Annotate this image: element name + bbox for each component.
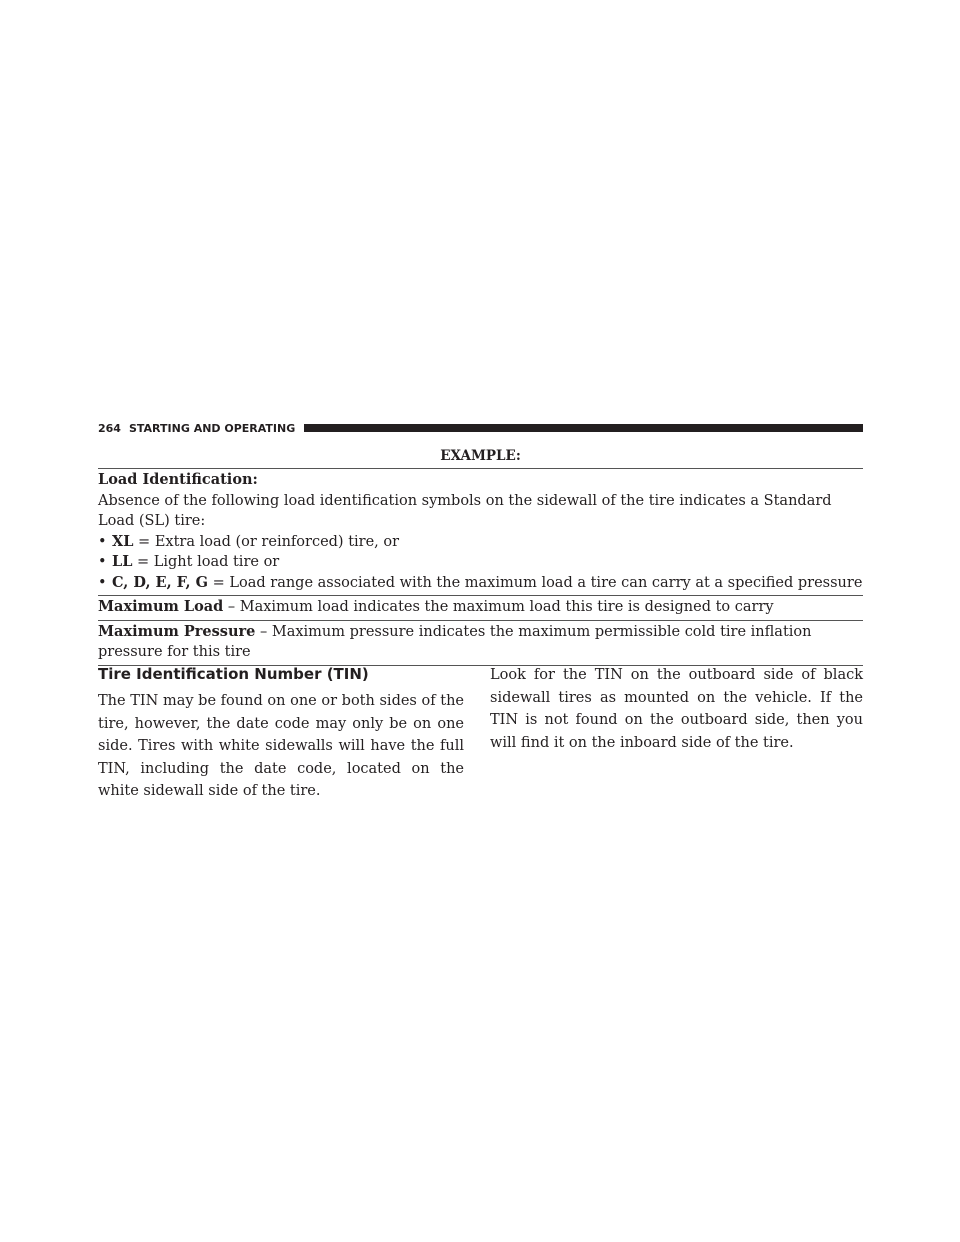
bullet-icon: •: [98, 574, 107, 591]
list-item: [98, 573, 863, 594]
maximum-load-cell: [98, 596, 863, 620]
tin-paragraph-left: The TIN may be found on one or both sides of the tire, however, the date code may only be on one side. Tires with white sidewalls will have the full TIN, including the date code, located on the white sidewall side of the tire.: [98, 693, 464, 799]
maximum-pressure-text: – Maximum pressure indicates the maximum permissible cold tire inflation pressure for this tire: [98, 623, 812, 660]
list-item-term: LL: [112, 553, 133, 570]
list-item-text: = Light load tire or: [132, 554, 280, 570]
list-item: [98, 532, 863, 553]
table-caption: EXAMPLE:: [440, 448, 521, 464]
section-title: STARTING AND OPERATING: [128, 421, 296, 435]
page-number: 264: [98, 421, 121, 435]
header-bar: [304, 424, 863, 432]
list-item-text: = Load range associated with the maximum load a tire can carry at a specified pressure: [208, 574, 863, 591]
load-identification-title: Load Identification:: [98, 471, 258, 488]
example-table: [98, 446, 863, 666]
maximum-pressure-term: Maximum Pressure: [98, 622, 256, 640]
list-item-text: = Extra load (or reinforced) tire, or: [133, 533, 400, 550]
page-header: [98, 420, 863, 436]
list-item-term: XL: [112, 532, 134, 550]
maximum-load-term: Maximum Load: [98, 598, 224, 615]
section-heading: Tire Identification Number (TIN): [98, 665, 369, 683]
list-item: [98, 552, 863, 573]
bullet-icon: •: [98, 533, 107, 550]
load-identification-cell: [98, 469, 863, 595]
maximum-pressure-cell: [98, 621, 863, 665]
bullet-icon: •: [98, 554, 107, 570]
maximum-load-text: – Maximum load indicates the maximum load this tire is designed to carry: [223, 599, 774, 615]
tin-paragraph-right: Look for the TIN on the outboard side of black sidewall tires as mounted on the vehicle. If the TIN is not found on the outboard side, then you will find it on the inboard side of the tire.: [490, 667, 863, 751]
load-identification-description: Absence of the following load identification symbols on the sidewall of the tire indicates a Standard Load (SL) tire:: [98, 492, 832, 529]
list-item-term: C, D, E, F, G: [112, 573, 208, 591]
